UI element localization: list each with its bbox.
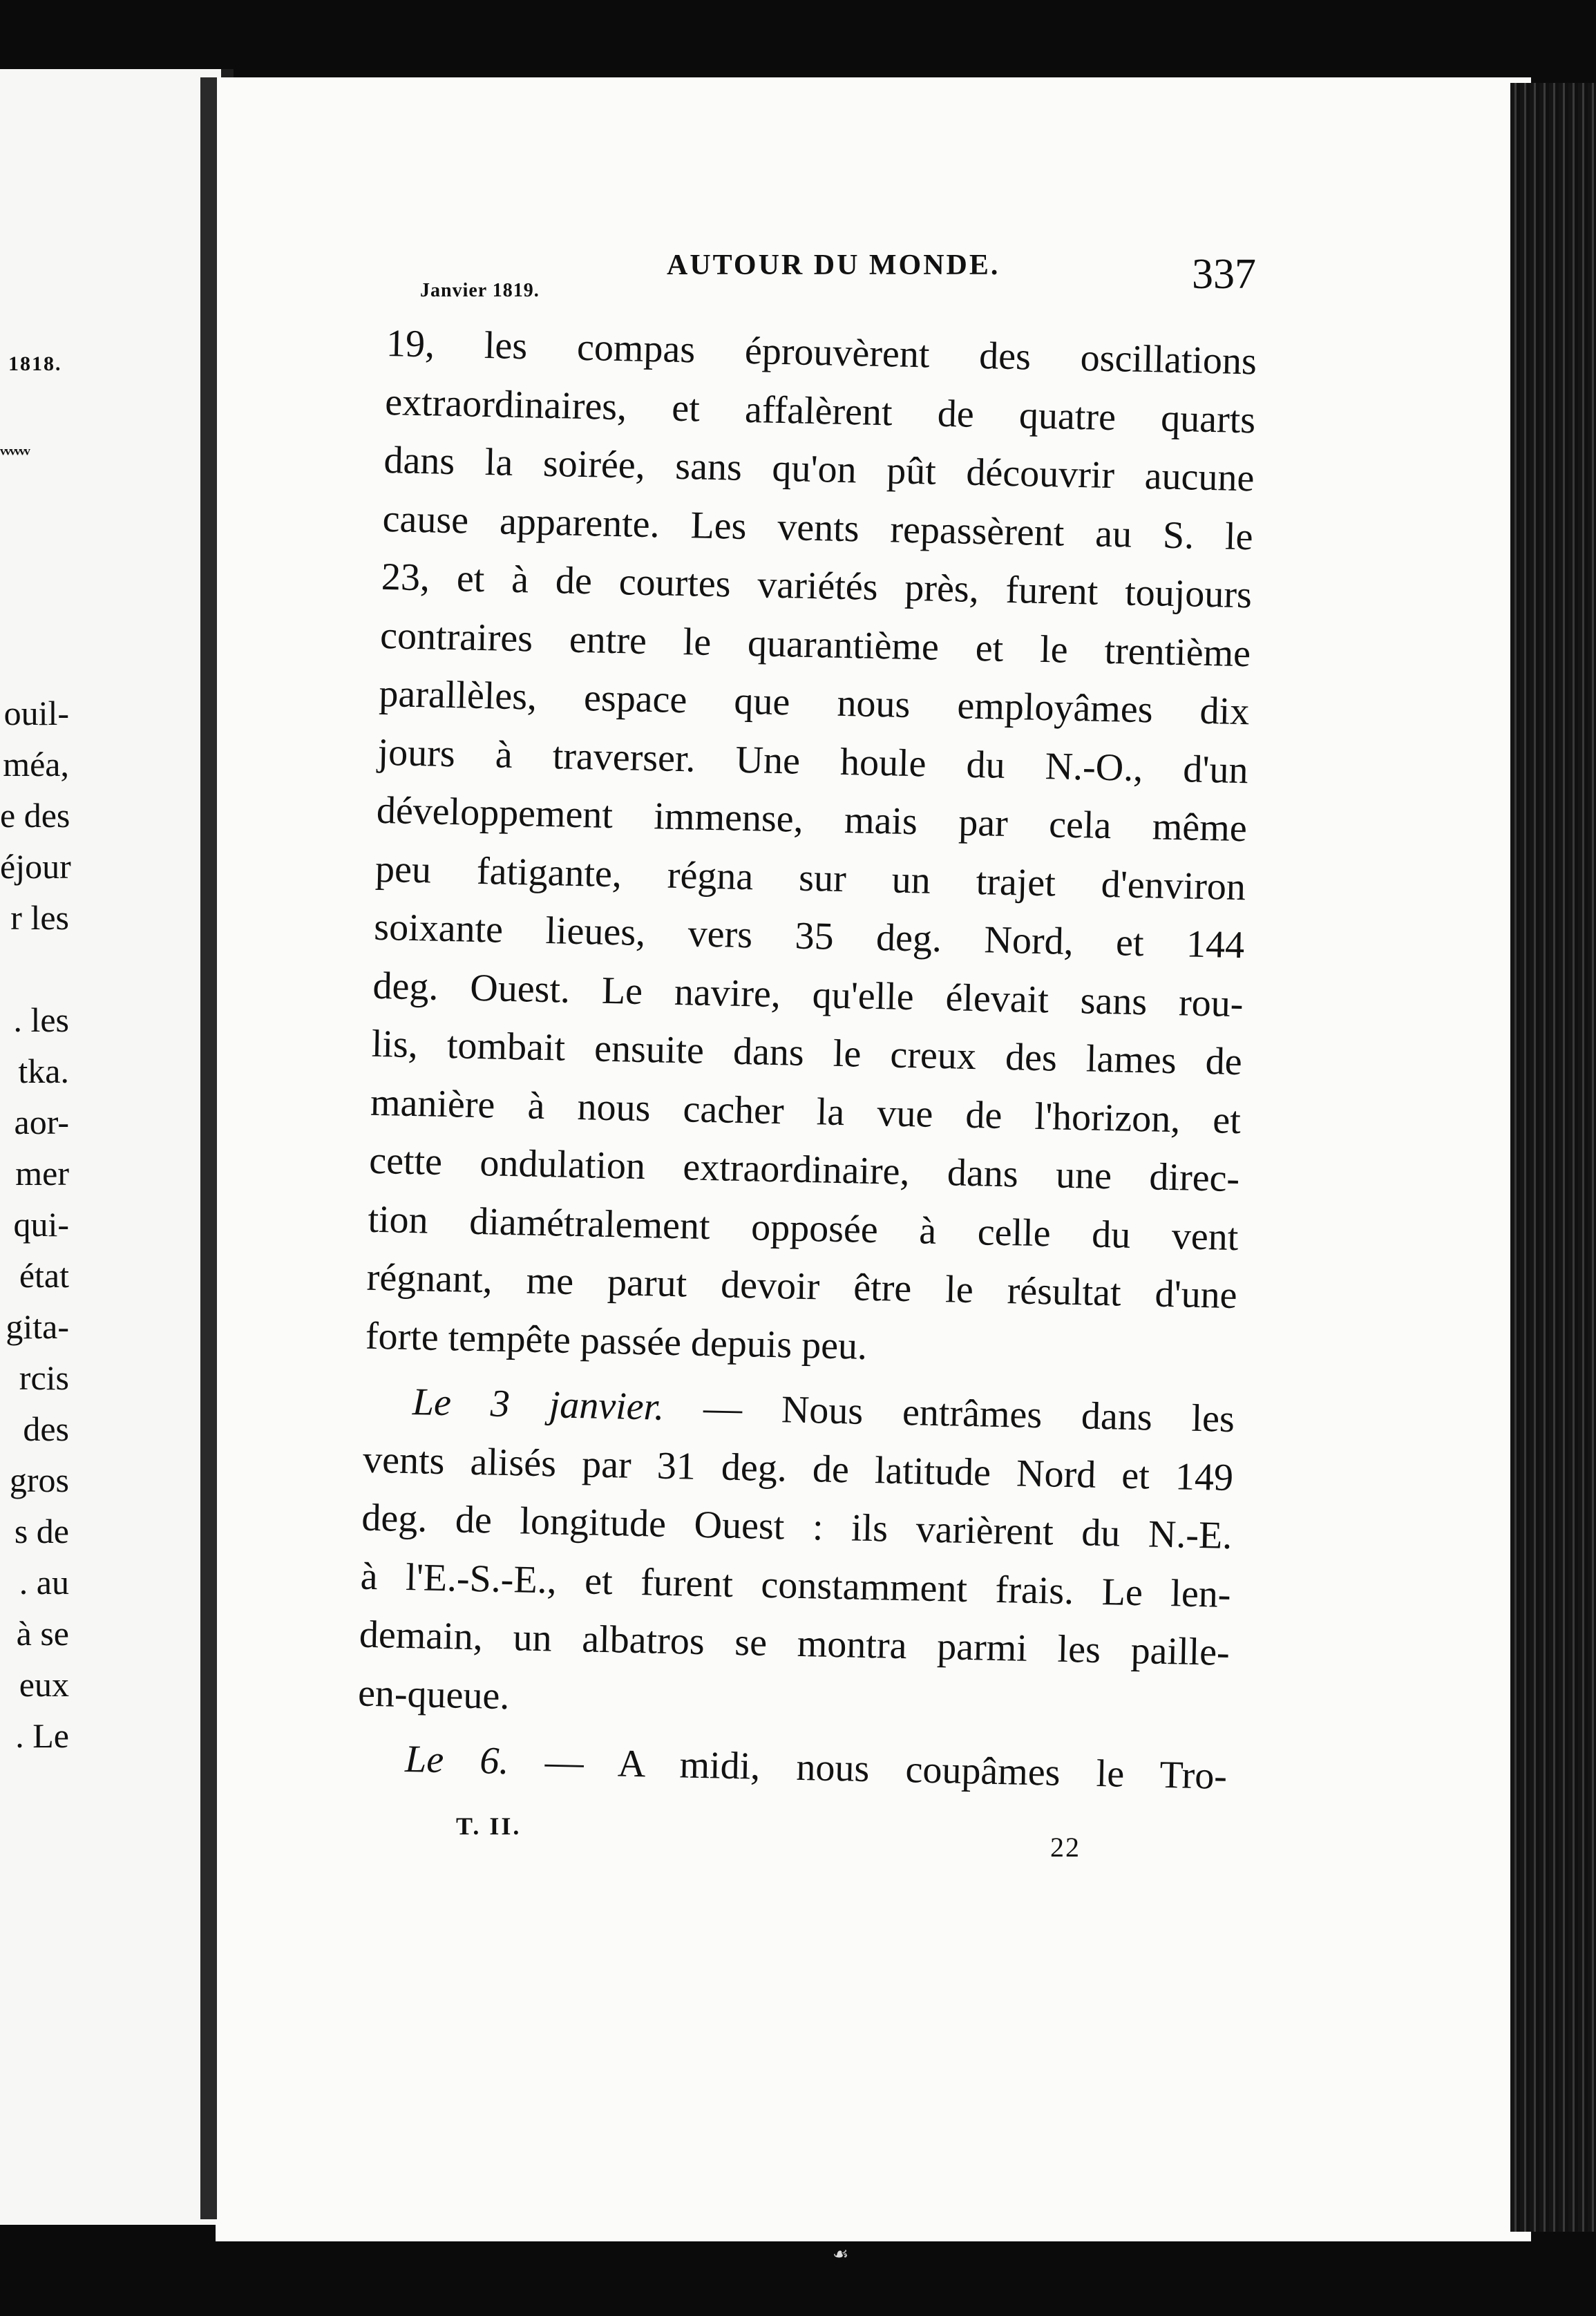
left-line: . au — [19, 1563, 69, 1602]
text-line: forte tempête passée depuis peu. — [365, 1314, 868, 1368]
left-line: s de — [14, 1512, 69, 1550]
text-line: lis, tombait ensuite dans le creux des lames de — [371, 1022, 1243, 1084]
body-text — [356, 314, 1257, 1805]
book-gutter — [200, 77, 217, 2219]
left-line: . les — [13, 1000, 69, 1039]
text-line: régnant, me parut devoir être le résultat d'une — [366, 1255, 1238, 1318]
text-line: deg. Ouest. Le navire, qu'elle élevait sans rou- — [372, 964, 1244, 1025]
left-line: état — [19, 1256, 69, 1295]
text-line: vents alisés par 31 deg. de latitude Nord et 149 — [362, 1438, 1234, 1499]
left-line: gita- — [6, 1307, 69, 1346]
left-line — [0, 943, 69, 994]
quire-number: 22 — [1050, 1832, 1081, 1863]
text-line: en-queue. — [357, 1671, 511, 1718]
left-line: eux — [19, 1665, 69, 1704]
left-line: e des — [0, 796, 70, 835]
text-run: — A midi, nous coupâmes le Tro- — [508, 1740, 1228, 1798]
left-line: aor- — [14, 1103, 69, 1141]
left-page-header: 1818. — [8, 352, 62, 375]
left-line: méa, — [3, 745, 69, 784]
text-run: — Nous entrâmes dans les — [663, 1385, 1235, 1441]
text-line: à l'E.-S.-E., et furent constamment frais. Le len- — [360, 1555, 1232, 1616]
left-line: éjour — [0, 847, 71, 886]
left-line: rcis — [19, 1358, 69, 1397]
text-line: 19, les compas éprouvèrent des oscillations — [386, 321, 1257, 383]
signature-mark: T. II. — [456, 1812, 522, 1840]
text-line: cause apparente. Les vents repassèrent au S. le — [382, 497, 1254, 558]
date-lead: Le 3 janvier. — [412, 1380, 665, 1429]
left-page-text — [0, 687, 69, 1761]
text-line: extraordinaires, et affalèrent de quatre quarts — [384, 380, 1256, 442]
text-line: cette ondulation extraordinaire, dans une direc- — [368, 1139, 1240, 1201]
text-line: manière à nous cacher la vue de l'horizon, et — [370, 1081, 1242, 1142]
text-line: parallèles, espace que nous employâmes dix — [378, 672, 1250, 734]
left-line: qui- — [13, 1205, 69, 1244]
text-line: contraires entre le quarantième et le trentième — [379, 614, 1251, 675]
text-line: développement immense, mais par cela même — [376, 788, 1248, 851]
text-line: demain, un albatros se montra parmi les paille- — [359, 1613, 1231, 1674]
left-page-rule: ᵥᵥᵥᵥᵥᵥ — [0, 435, 29, 458]
left-line: r les — [10, 898, 69, 937]
page-number: 337 — [1192, 251, 1256, 298]
text-line: peu fatigante, régna sur un trajet d'environ — [374, 847, 1246, 909]
left-line: mer — [15, 1154, 69, 1193]
text-line: 23, et à de courtes variétés près, furent toujours — [381, 555, 1253, 617]
left-line: tka. — [18, 1052, 69, 1090]
text-line: deg. de longitude Ouest : ils varièrent du N.-E. — [361, 1496, 1233, 1557]
text-line: dans la soirée, sans qu'on pût découvrir aucune — [383, 438, 1255, 500]
left-page — [0, 69, 234, 2225]
ornament-icon: ☙ — [833, 2244, 849, 2264]
left-line: des — [23, 1409, 69, 1448]
date-lead: Le 6. — [404, 1738, 510, 1783]
left-line: ouil- — [3, 694, 69, 732]
page-edges — [1510, 83, 1596, 2232]
left-line: gros — [9, 1461, 69, 1499]
margin-date-note: Janvier 1819. — [420, 280, 540, 301]
text-line: jours à traverser. Une houle du N.-O., d'un — [377, 730, 1249, 792]
left-line: à se — [16, 1614, 69, 1653]
text-line: tion diamétralement opposée à celle du vent — [367, 1197, 1239, 1259]
running-head: AUTOUR DU MONDE. — [667, 249, 1000, 281]
left-line: . Le — [15, 1716, 69, 1755]
text-line: soixante lieues, vers 35 deg. Nord, et 144 — [373, 905, 1245, 967]
